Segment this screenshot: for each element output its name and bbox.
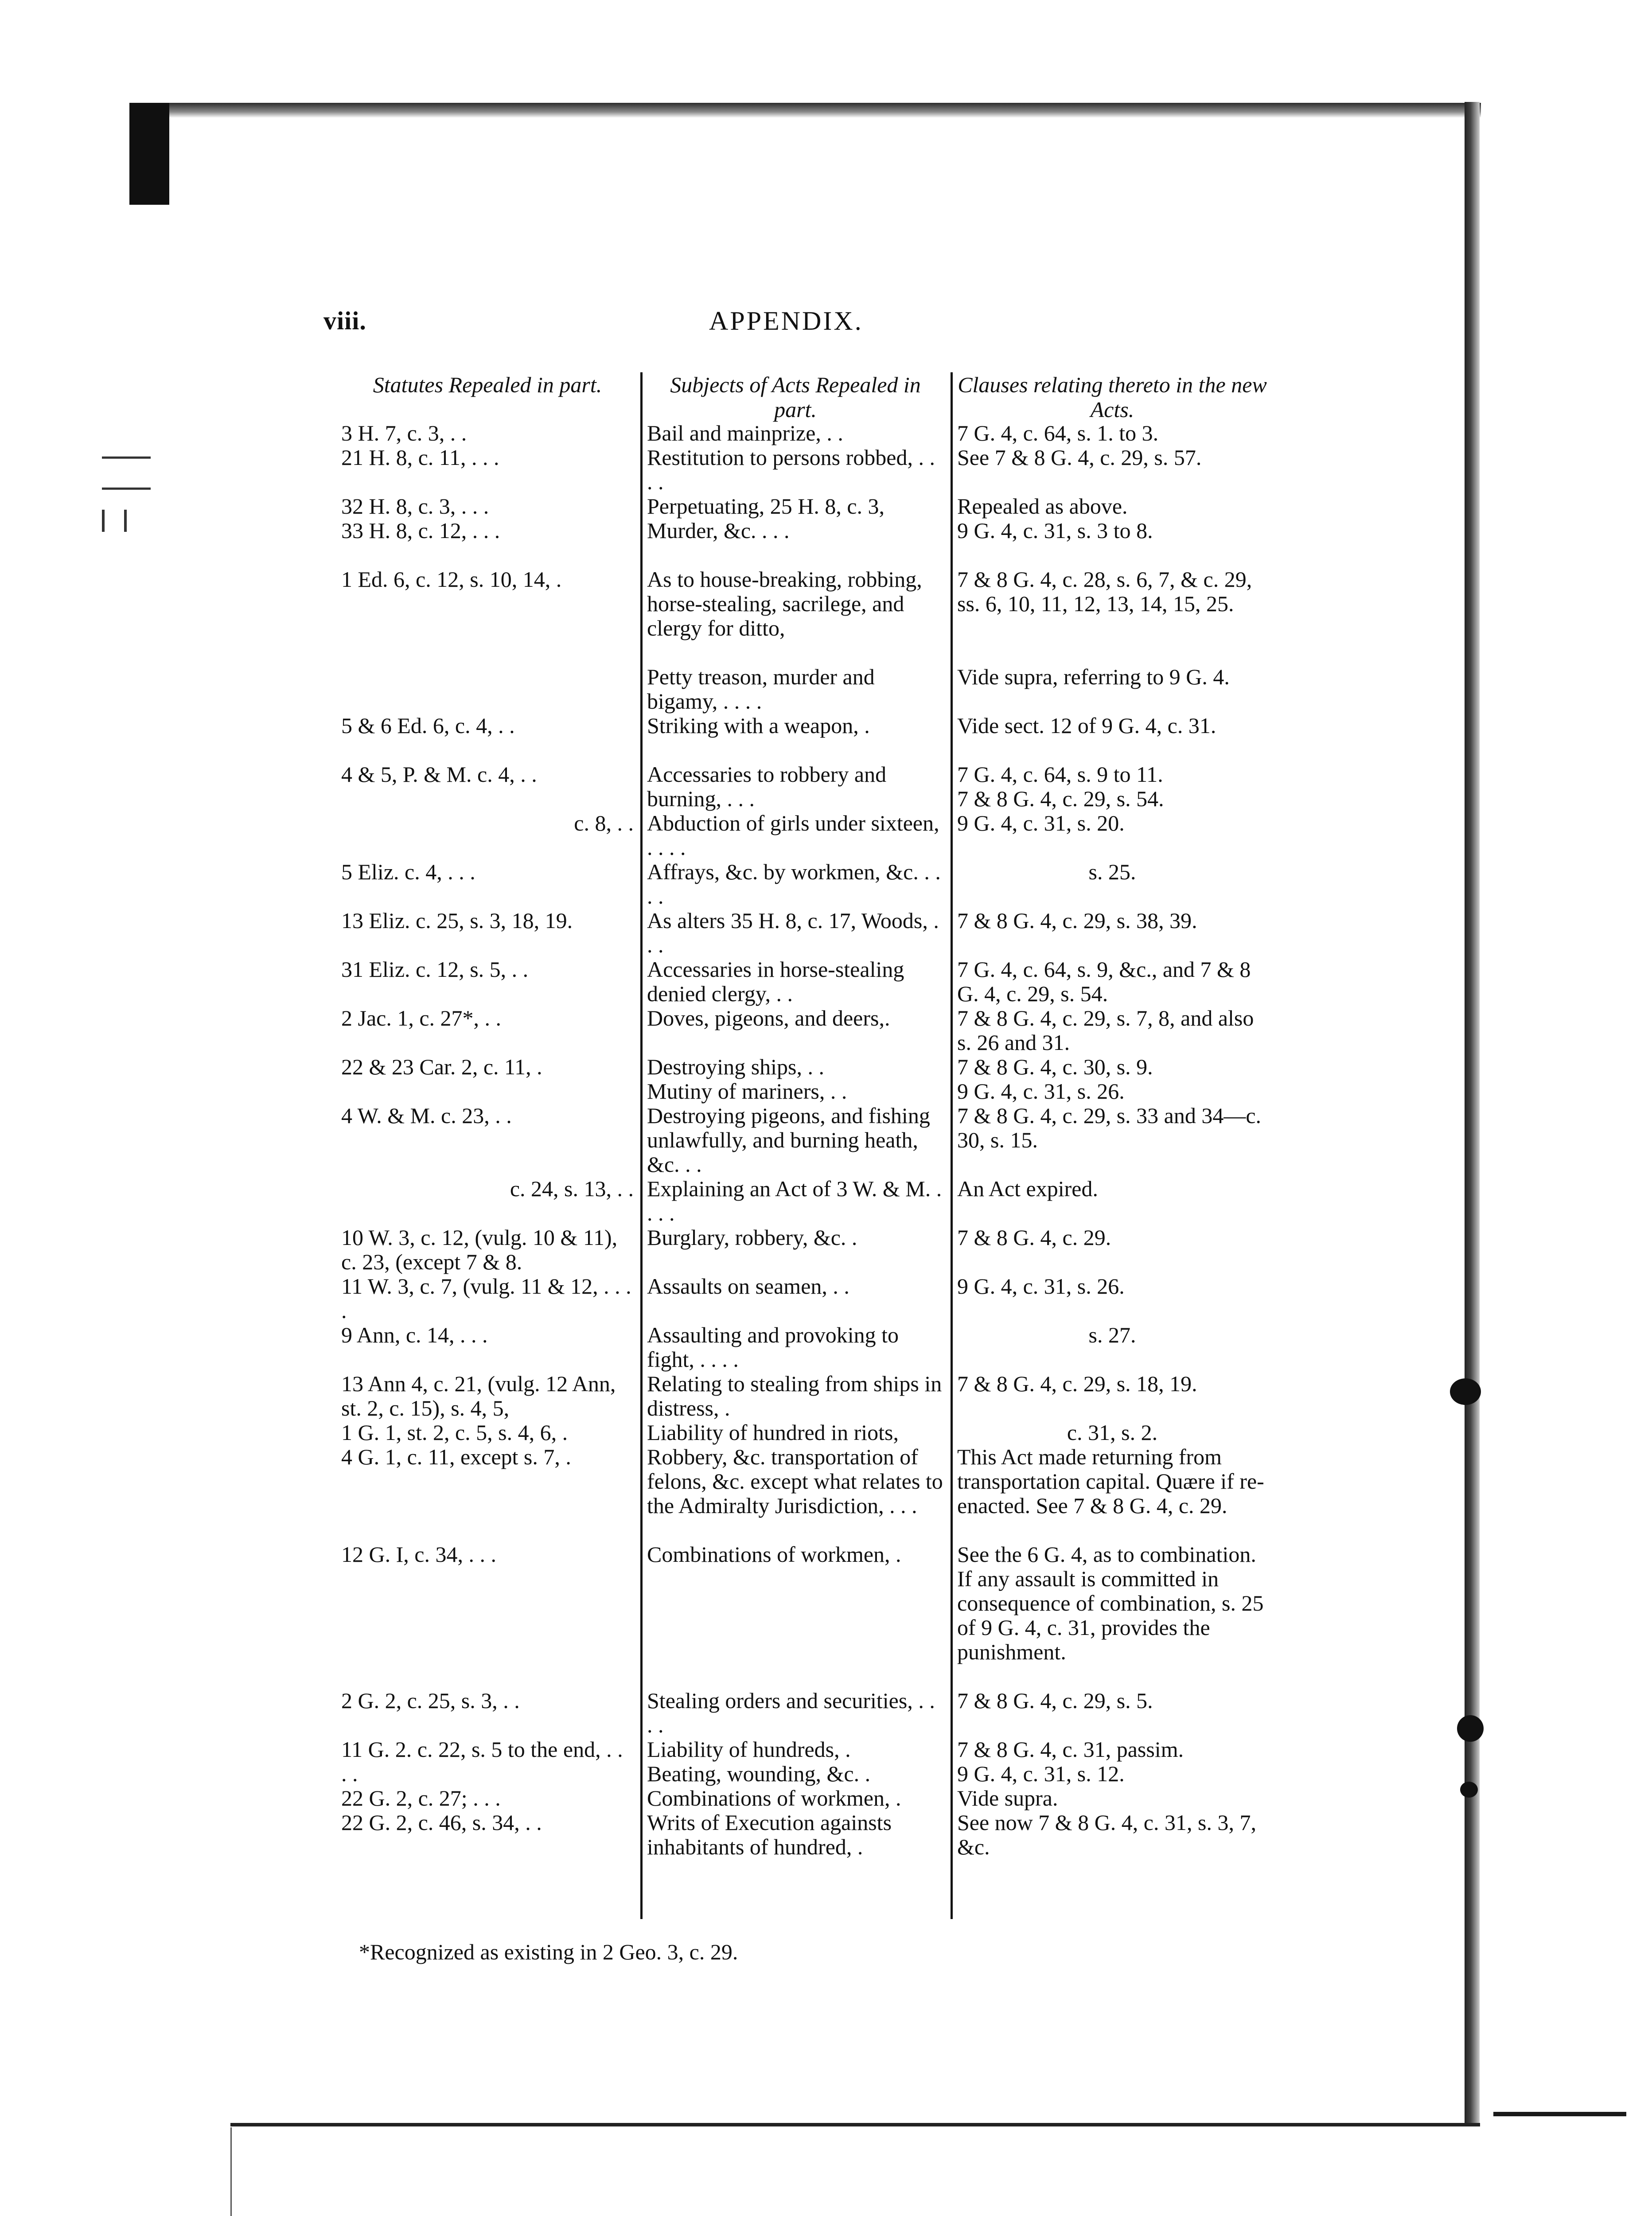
subject-cell: Destroying ships, . . Mutiny of mariners, . . [647,1054,847,1104]
table-row [323,1177,1281,1225]
subject-cell: Petty treason, murder and bigamy, . . . . [647,664,875,714]
table-header-row [323,372,1281,421]
clause-cell: 7 & 8 G. 4, c. 29. [957,1225,1111,1250]
table-row [323,1323,1281,1372]
subject-cell: Destroying pigeons, and fishing unlawfully, and burning heath, &c. . . [647,1103,930,1177]
clause-cell: This Act made returning from transportation capital. Quære if re-enacted. See 7 & 8 G. 4, c. 29. [957,1444,1264,1518]
scan-top-edge [129,103,1481,118]
table-row [323,909,1281,957]
table-row [323,494,1281,519]
clause-cell: c. 31, s. 2. [1067,1420,1158,1445]
table-row [323,1055,1281,1104]
ink-speck [1450,1378,1481,1405]
scan-bottom-edge [230,2123,1480,2126]
statute-cell: 11 W. 3, c. 7, (vulg. 11 & 12, . . . . [341,1274,631,1323]
subject-cell: Abduction of girls under sixteen, . . . . [647,811,939,860]
subject-cell: Murder, &c. . . . [647,518,790,543]
margin-mark [102,510,105,532]
clause-cell: 7 & 8 G. 4, c. 31, passim. 9 G. 4, c. 31, s. 12. [957,1737,1184,1786]
table-row [323,519,1281,567]
table-row [323,1104,1281,1177]
scan-corner-shadow [129,103,169,205]
table-row [323,860,1281,909]
table-row [323,762,1281,811]
scan-left-fold [230,2127,232,2216]
statute-cell: 31 Eliz. c. 12, s. 5, . . [341,957,529,982]
statute-cell: 13 Eliz. c. 25, s. 3, 18, 19. [341,908,573,933]
clause-cell: 7 & 8 G. 4, c. 28, s. 6, 7, & c. 29, ss. 6, 10, 11, 12, 13, 14, 15, 25. [957,567,1252,616]
subject-cell: Writs of Execution againsts inhabitants of hundred, . [647,1810,892,1859]
subject-cell: As alters 35 H. 8, c. 17, Woods, . . . [647,908,939,957]
statute-cell: 1 Ed. 6, c. 12, s. 10, 14, . [341,567,562,592]
subject-cell: Doves, pigeons, and deers,. [647,1006,890,1030]
table-row [323,1274,1281,1323]
table-row [323,1225,1281,1274]
clause-cell: 9 G. 4, c. 31, s. 26. [957,1274,1125,1299]
subject-cell: Perpetuating, 25 H. 8, c. 3, [647,494,885,519]
clause-cell: 7 & 8 G. 4, c. 29, s. 18, 19. [957,1371,1197,1396]
clause-cell: s. 27. [1088,1323,1136,1347]
clause-cell: An Act expired. [957,1176,1098,1201]
statute-cell: 5 & 6 Ed. 6, c. 4, . . [341,713,515,738]
statute-cell: 11 G. 2. c. 22, s. 5 to the end, . . . . [341,1737,623,1786]
margin-mark [102,488,151,490]
statute-cell: 2 G. 2, c. 25, s. 3, . . [341,1688,520,1713]
column-header-clauses: Clauses relating thereto in the new Acts. [958,372,1267,422]
scan-right-edge [1465,102,1480,2123]
table-row [323,1810,1281,1859]
statute-cell: 9 Ann, c. 14, . . . [341,1323,488,1347]
clause-cell: 7 & 8 G. 4, c. 29, s. 7, 8, and also s. 26 and 31. [957,1006,1254,1055]
statute-cell: 22 & 23 Car. 2, c. 11, . [341,1054,542,1079]
table-row [323,1420,1281,1445]
page-header [323,306,1276,350]
table-row [323,1737,1281,1786]
clause-cell: Repealed as above. [957,494,1128,519]
statute-cell: 21 H. 8, c. 11, . . . [341,445,499,470]
clause-cell: See the 6 G. 4, as to combination. If any assault is committed in consequence of combination, s. 25 of 9 G. 4, c. 31, provides the punishment. [957,1542,1264,1664]
subject-cell: Accessaries in horse-stealing denied clergy, . . [647,957,904,1006]
table-row [323,1006,1281,1055]
table-row [323,1786,1281,1810]
statute-cell: 22 G. 2, c. 27; . . . [341,1786,501,1810]
table-row [323,1445,1281,1542]
statute-cell: 32 H. 8, c. 3, . . . [341,494,489,519]
clause-cell: Vide sect. 12 of 9 G. 4, c. 31. [957,713,1216,738]
subject-cell: Stealing orders and securities, . . . . [647,1688,935,1737]
clause-cell: 9 G. 4, c. 31, s. 3 to 8. [957,518,1153,543]
footnote: *Recognized as existing in 2 Geo. 3, c. 29. [359,1939,738,1964]
statute-cell: 5 Eliz. c. 4, . . . [341,859,475,884]
subject-cell: As to house-breaking, robbing, horse-stealing, sacrilege, and clergy for ditto, [647,567,922,640]
clause-cell: 7 & 8 G. 4, c. 29, s. 33 and 34—c. 30, s. 15. [957,1103,1262,1152]
repealed-statutes-table [323,372,1281,1859]
statute-cell: 3 H. 7, c. 3, . . [341,421,467,445]
column-header-subjects: Subjects of Acts Repealed in part. [670,372,921,422]
ink-speck [1457,1715,1484,1742]
subject-cell: Explaining an Act of 3 W. & M. . . . . [647,1176,942,1225]
statute-cell: c. 24, s. 13, . . [510,1176,634,1201]
subject-cell: Liability of hundreds, . Beating, wounding, &c. . [647,1737,871,1786]
subject-cell: Liability of hundred in riots, [647,1420,899,1445]
statute-cell: 4 W. & M. c. 23, . . [341,1103,512,1128]
clause-cell: Vide supra. [957,1786,1058,1810]
table-row [323,714,1281,762]
subject-cell: Relating to stealing from ships in distress, . [647,1371,942,1420]
clause-cell: 7 G. 4, c. 64, s. 1. to 3. [957,421,1159,445]
statute-cell: 12 G. I, c. 34, . . . [341,1542,496,1567]
statute-cell: 1 G. 1, st. 2, c. 5, s. 4, 6, . [341,1420,568,1445]
statute-cell: 10 W. 3, c. 12, (vulg. 10 & 11), c. 23, (except 7 & 8. [341,1225,618,1274]
clause-cell: 7 & 8 G. 4, c. 30, s. 9. 9 G. 4, c. 31, s. 26. [957,1054,1153,1104]
table-row [323,445,1281,494]
subject-cell: Combinations of workmen, . [647,1542,901,1567]
table-row [323,421,1281,445]
statute-cell: 4 G. 1, c. 11, except s. 7, . [341,1444,571,1469]
ink-speck [1460,1782,1478,1798]
statute-cell: 22 G. 2, c. 46, s. 34, . . [341,1810,542,1835]
statute-cell: 4 & 5, P. & M. c. 4, . . [341,762,537,787]
subject-cell: Restitution to persons robbed, . . . . [647,445,935,494]
subject-cell: Accessaries to robbery and burning, . . . [647,762,887,811]
column-header-statutes: Statutes Repealed in part. [373,372,602,397]
clause-cell: 7 G. 4, c. 64, s. 9 to 11. 7 & 8 G. 4, c. 29, s. 54. [957,762,1164,811]
subject-cell: Striking with a weapon, . [647,713,870,738]
margin-mark [102,456,151,459]
clause-cell: Vide supra, referring to 9 G. 4. [957,664,1230,689]
table-row [323,1542,1281,1689]
clause-cell: See now 7 & 8 G. 4, c. 31, s. 3, 7, &c. [957,1810,1256,1859]
subject-cell: Burglary, robbery, &c. . [647,1225,857,1250]
table-row [323,957,1281,1006]
statute-cell: 33 H. 8, c. 12, . . . [341,518,500,543]
scan-bottom-edge-right [1493,2112,1626,2116]
statute-cell: 2 Jac. 1, c. 27*, . . [341,1006,502,1030]
table-row [323,665,1281,714]
table-row [323,1372,1281,1420]
subject-cell: Robbery, &c. transportation of felons, &c. except what relates to the Admiralty Jurisdiction, . . . [647,1444,943,1518]
margin-mark [124,510,127,532]
clause-cell: See 7 & 8 G. 4, c. 29, s. 57. [957,445,1202,470]
clause-cell: 7 & 8 G. 4, c. 29, s. 38, 39. [957,908,1197,933]
page-number: viii. [323,306,366,335]
page-title: APPENDIX. [709,306,863,336]
clause-cell: 7 G. 4, c. 64, s. 9, &c., and 7 & 8 G. 4, c. 29, s. 54. [957,957,1251,1006]
statute-cell: c. 8, . . [574,811,634,835]
subject-cell: Affrays, &c. by workmen, &c. . . . . [647,859,941,909]
table-body [323,421,1281,1859]
clause-cell: 7 & 8 G. 4, c. 29, s. 5. [957,1688,1153,1713]
table-row [323,811,1281,860]
clause-cell: s. 25. [1088,859,1136,884]
statute-cell: 13 Ann 4, c. 21, (vulg. 12 Ann, st. 2, c. 15), s. 4, 5, [341,1371,616,1420]
subject-cell: Assaults on seamen, . . [647,1274,849,1299]
subject-cell: Assaulting and provoking to fight, . . . . [647,1323,899,1372]
table-row [323,567,1281,665]
clause-cell: 9 G. 4, c. 31, s. 20. [957,811,1125,835]
subject-cell: Combinations of workmen, . [647,1786,901,1810]
table-row [323,1689,1281,1737]
subject-cell: Bail and mainprize, . . [647,421,843,445]
